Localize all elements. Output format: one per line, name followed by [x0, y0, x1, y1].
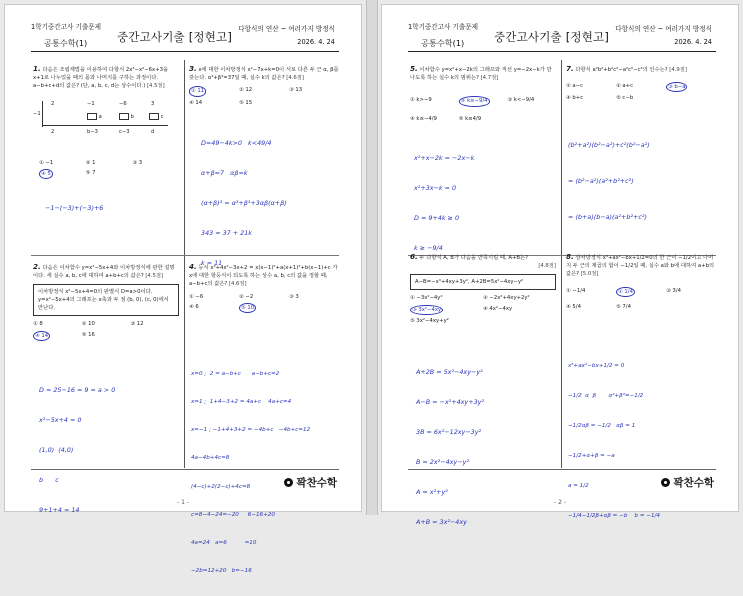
handwritten-work-3: D=49−4k>0 k<49/4 α+β=7 αβ=k (α+β)³ = α³+β³+3αβ(α+β) 343 = 37 + 21k k = 11 — [201, 139, 287, 267]
choice-5[interactable]: ⑤ 7/4 — [616, 303, 631, 310]
page-number: - 1 - — [177, 499, 189, 506]
choice-3[interactable]: ③ 12 — [130, 321, 144, 328]
logo-icon — [284, 478, 293, 487]
condition-box: A−B=−x³+4xy+3y², A+2B=5x²−4xy−y² — [410, 274, 556, 290]
brand-logo: 꽉찬수학 — [284, 475, 337, 490]
exam-tag: 1학기중간고사 기출문제 — [408, 23, 478, 31]
choice-1[interactable]: ① −1 — [39, 160, 54, 166]
choice-3: ③ b−a — [666, 82, 716, 92]
choice-2: ② 1/4 — [616, 287, 666, 297]
choice-2[interactable]: ② −2 — [239, 293, 254, 300]
handwritten-work-4: x=0 ; 2 = a−b+c a−b+c=2 x=1 ; 1+4−3+2 = 4a+c 4a+c=4 x=−1 ; −1+4+3+2 = −4b+c −4b+c=12 4a−4b+4c=8 (4−c)+2(2−c)+4c=8 c=8−4−24=−20 6−16+20 4a=24 a=6 =10 −2b=12+20 b=−16 — [191, 370, 311, 575]
subject-label: 공통수학(1) — [44, 38, 88, 48]
choice-1[interactable]: ① −3x²−4y² — [410, 295, 443, 302]
choice-1[interactable]: ① 8 — [33, 321, 43, 328]
choice-2[interactable]: ② 1 — [85, 160, 96, 166]
page-number: - 2 - — [554, 499, 566, 506]
choice-2[interactable]: ② −2x²+4xy+2y² — [483, 295, 530, 302]
choice-1[interactable]: ① −6 — [189, 293, 204, 300]
choice-5: ⑤ 10 — [239, 303, 289, 313]
question-4: 4. 등식 x³+4x²−3x+2 = x(x−1)²+a(x+1)²+b(x−1)+c 가 x에 대한 항등식이 되도록 하는 상수 a, b, c의 값을 정할 때, a−b+c의 값은? [4.6점] ① −6 ② −2 ③ 3 ④ 6 ⑤ 10 — [189, 263, 339, 313]
choice-4[interactable]: ④ b+c — [566, 95, 584, 102]
choice-4: ④ 5 — [39, 169, 86, 179]
choice-5[interactable]: ⑤ 16 — [81, 331, 95, 338]
synthetic-division: −1 2 −1 −6 3 a b c 2 b−3 c−3 d — [33, 101, 173, 141]
choice-1[interactable]: ① a−c — [566, 83, 584, 90]
choice-3[interactable]: ③ 3 — [132, 160, 143, 166]
exam-date: 2026. 4. 24 — [674, 38, 712, 46]
unit-label: 다항식의 연산 ~ 여러가지 방정식 — [615, 25, 712, 33]
page-header — [31, 21, 339, 59]
footer-divider — [31, 469, 339, 470]
column-divider — [184, 60, 185, 468]
choice-4[interactable]: ④ 14 — [189, 99, 203, 106]
brand-logo: 꽉찬수학 — [661, 475, 714, 490]
choice-2[interactable]: ② 10 — [81, 321, 95, 328]
exam-title: 중간고사기출 [정현고] — [117, 30, 233, 44]
handwritten-work-7: (b²+a²)(b²−a²)+c²(b²−a²) = (b²−a²)(a²+b²+c²) = (b+a)(b−a)(a²+b²+c²) — [568, 141, 650, 221]
choice-5[interactable]: ⑤ 15 — [239, 99, 253, 106]
handwritten-work-5: x²+x−2k = −2x−k x²+3x−k = 0 D = 9+4k ≥ 0 k ≥ −9/4 — [414, 154, 475, 252]
choice-3[interactable]: ③ 3/4 — [666, 287, 681, 294]
choice-1: ① 11 — [189, 86, 239, 96]
choice-3[interactable]: ③ k<−9/4 — [507, 97, 535, 104]
handwritten-work-8: x³+ax²−bx+1/2 = 0 −1/2 α β α²+β²=−1/2 −1/2αβ = −1/2 αβ = 1 −1/2+α+β = −a a = 1/2 −1/4−1/2β+αβ = −b b = −1/4 — [568, 363, 660, 519]
choice-4[interactable]: ④ 5/4 — [566, 303, 581, 310]
question-8: 8. 삼차방정식 x³+ax²−bx+1/2=0의 한 근이 −1/2이고 나머지 두 근의 제곱의 합이 −1/2일 때, 실수 a와 b에 대하여 a+b의 값은? [5.0점] ① −1/4 ② 1/4 ③ 3/4 ④ 5/4 ⑤ 7/4 — [566, 252, 715, 310]
choice-1[interactable]: ① −1/4 — [566, 287, 586, 294]
choice-4: ④ 14 — [33, 331, 82, 341]
choice-5[interactable]: ⑤ 3x²−4xy+y² — [410, 317, 449, 324]
choice-4[interactable]: ④ 6 — [189, 303, 199, 310]
header-divider — [31, 51, 339, 52]
handwritten-work-2: D = 25−16 = 9 = a > 0 x²−5x+4 = 0 (1,0) (4,0) b c 9+1+4 = 14 — [39, 386, 116, 514]
question-1: 1. 다음은 조립제법을 이용하여 다항식 2x³−x²−6x+3을 x+1로 나누었을 때의 몫과 나머지를 구하는 과정이다. a−b+c+d의 값은? (단, a, b, c, d는 상수이다.) [4.5점] — [33, 64, 169, 90]
choice-1[interactable]: ① k>−9 — [410, 97, 432, 104]
page-2 — [381, 4, 739, 526]
question-7: 7. 다항식 a²b²+b²c²−a²c²−c⁴의 인수는? [4.9점] ① a−c ② a+c ③ b−a ④ b+c ⑤ c−b — [566, 65, 716, 103]
choice-5[interactable]: ⑤ k≤4/9 — [458, 115, 482, 122]
exam-date: 2026. 4. 24 — [297, 38, 335, 46]
condition-box: 이차방정식 x²−5x+4=0의 판별식 D=a>0이다. y=x²−5x+4의 그래프는 x축과 두 점 (b, 0), (c, 0)에서 만난다. — [33, 284, 179, 316]
choice-2[interactable]: ② a+c — [616, 83, 634, 90]
choice-3: ③ 3x²−4xy — [410, 305, 483, 315]
choice-4[interactable]: ④ 4x²−4xy — [483, 305, 513, 312]
page-gap — [366, 0, 378, 515]
question-3: 3. x에 대한 이차방정식 x²−7x+k=0이 서로 다른 두 근 α, β를 갖는다. α³+β³=37일 때, 실수 k의 값은? [4.6점] ① 11 ② 12 ③ 13 ④ 14 ⑤ 15 — [189, 64, 339, 106]
choice-2: ② k≥−9/4 — [459, 96, 508, 106]
header-divider — [408, 51, 716, 52]
question-6: 6. 두 다항식 A, B가 다음을 만족시킬 때, A+B는? [4.8점] A−B=−x³+4xy+3y², A+2B=5x²−4xy−y² ① −3x²−4y² ② −2x²+4xy+2y² ③ 3x²−4xy ④ 4x²−4xy ⑤ 3x²−4xy+y² — [410, 252, 556, 324]
choice-3[interactable]: ③ 3 — [289, 293, 299, 300]
question-2: 2. 다음은 이차함수 y=x²−5x+4와 이차방정식에 관한 설명이다. 세 실수 a, b, c에 대하여 a+b+c의 값은? [4.5점] 이차방정식 x²−5x+4=0의 판별식 D=a>0이다. y=x²−5x+4의 그래프는 x축과 두 점 (b, 0), (c, 0)에서 만난다. ① 8 ② 10 ③ 12 ④ 14 ⑤ 16 — [33, 263, 179, 341]
unit-label: 다항식의 연산 ~ 여러가지 방정식 — [238, 25, 335, 33]
handwritten-work-6: A+2B = 5x²−4xy−y² A−B = −x²+4xy+3y² 3B = 6x²−12xy−3y² B = 2x²−4xy−y² A = x²+y² A+B = 3x²−4xy — [416, 368, 484, 526]
column-divider — [561, 60, 562, 468]
exam-title: 중간고사기출 [정현고] — [494, 30, 610, 44]
exam-tag: 1학기중간고사 기출문제 — [31, 23, 101, 31]
handwritten-work-1: −1−(−3)+(−3)+6 — [45, 204, 104, 212]
question-1-choices — [39, 155, 179, 179]
question-5: 5. 이차함수 y=x²+x−2k의 그래프와 직선 y=−2x−k가 만나도록 하는 실수 k의 범위는? [4.7점] ① k>−9 ② k≥−9/4 ③ k<−9/4 ④ k≤−4/9 ⑤ k≤4/9 — [410, 65, 556, 123]
subject-label: 공통수학(1) — [421, 38, 465, 48]
choice-2[interactable]: ② 12 — [239, 87, 253, 94]
footer-divider — [408, 469, 716, 470]
page-header — [408, 21, 716, 59]
row-divider — [31, 255, 339, 256]
choice-3[interactable]: ③ 13 — [289, 87, 303, 94]
choice-5[interactable]: ⑤ c−b — [616, 95, 634, 102]
choice-5[interactable]: ⑤ 7 — [85, 170, 96, 177]
choice-4[interactable]: ④ k≤−4/9 — [410, 115, 437, 122]
page-1 — [4, 4, 362, 575]
logo-icon — [661, 478, 670, 487]
